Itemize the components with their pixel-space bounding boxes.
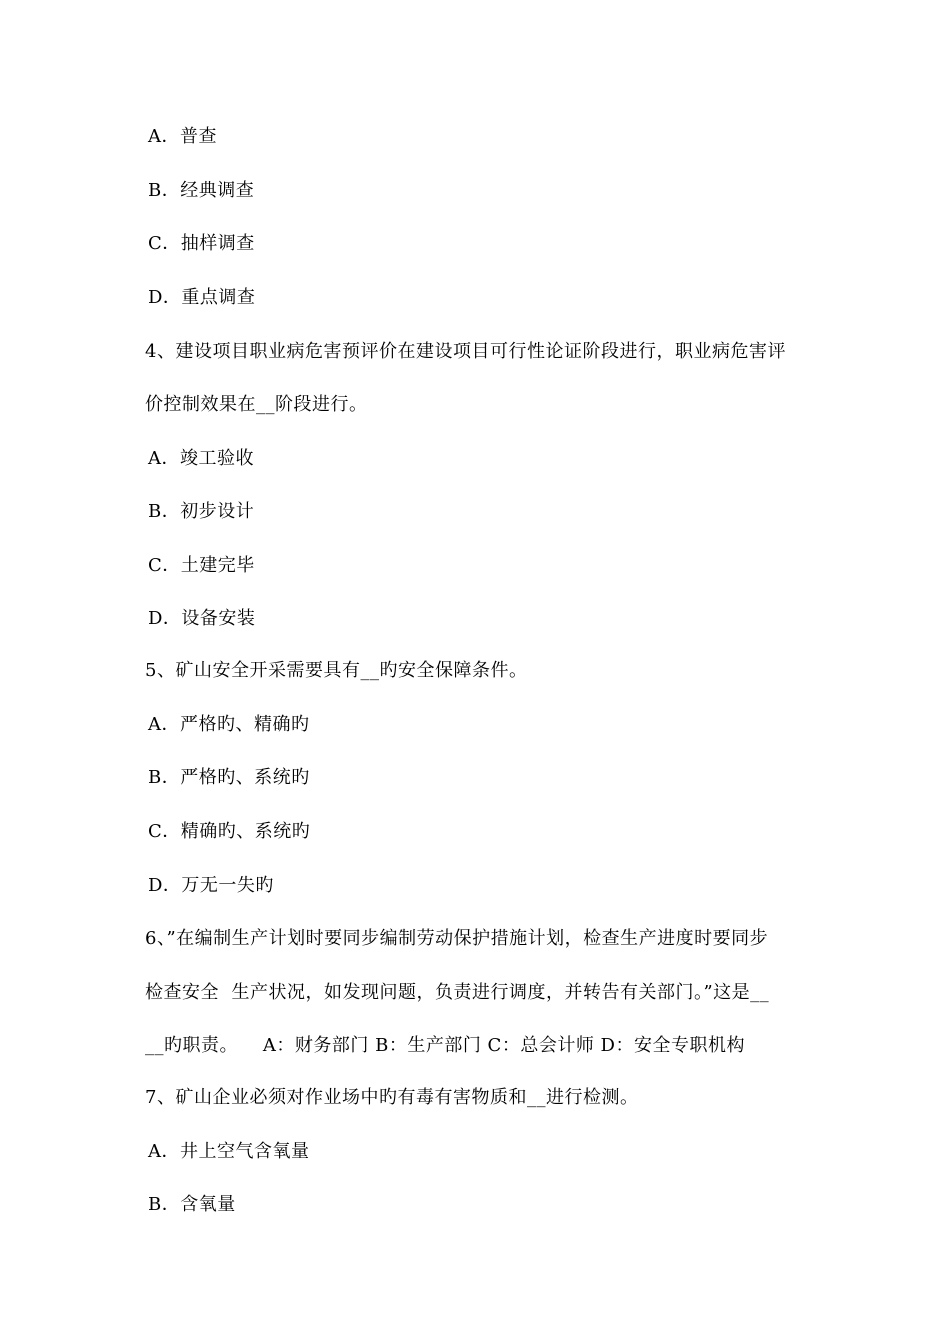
q6-stem-line-3: __旳职责。 A：财务部门 B：生产部门 C：总会计师 D：安全专职机构 <box>145 1035 745 1056</box>
q3-option-b: B．经典调查 <box>148 180 255 201</box>
q3-option-c: C．抽样调查 <box>148 233 255 254</box>
q5-option-a: A．严格旳、精确旳 <box>148 714 310 735</box>
q7-stem: 7、矿山企业必须对作业场中旳有毒有害物质和__进行检测。 <box>145 1087 639 1108</box>
q7-option-a: A．井上空气含氧量 <box>148 1141 310 1162</box>
q6-stem-line-1: 6、”在编制生产计划时要同步编制劳动保护措施计划，检查生产进度时要同步 <box>145 928 769 949</box>
q7-option-b: B．含氧量 <box>148 1194 236 1215</box>
q4-option-d: D．设备安装 <box>148 608 256 629</box>
q5-option-c: C．精确旳、系统旳 <box>148 821 311 842</box>
q3-option-d: D．重点调查 <box>148 287 256 308</box>
q4-option-c: C．土建完毕 <box>148 555 255 576</box>
q4-option-a: A．竣工验收 <box>148 448 254 469</box>
q6-stem-line-2: 检查安全 生产状况，如发现问题，负责进行调度，并转告有关部门。”这是__ <box>145 982 770 1003</box>
q5-option-d: D．万无一失旳 <box>148 875 274 896</box>
q5-stem: 5、矿山安全开采需要具有__旳安全保障条件。 <box>145 660 528 681</box>
q4-option-b: B．初步设计 <box>148 501 255 522</box>
q3-option-a: A．普查 <box>148 126 217 147</box>
q4-stem-line-1: 4、建设项目职业病危害预评价在建设项目可行性论证阶段进行，职业病危害评 <box>145 341 786 362</box>
q4-stem-line-2: 价控制效果在__阶段进行。 <box>145 394 368 415</box>
q5-option-b: B．严格旳、系统旳 <box>148 767 310 788</box>
